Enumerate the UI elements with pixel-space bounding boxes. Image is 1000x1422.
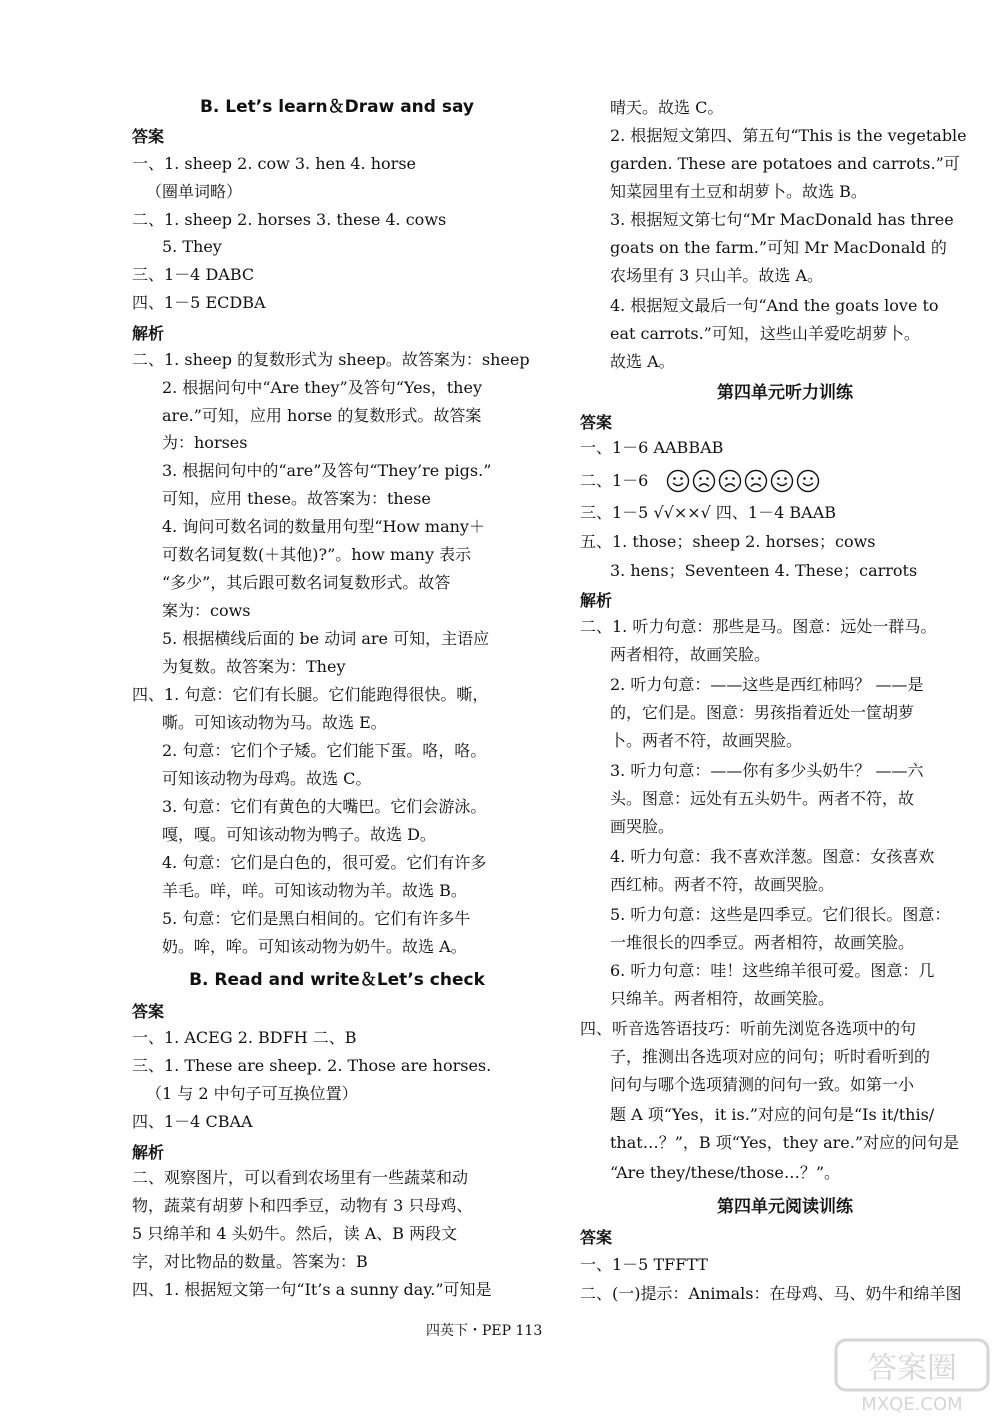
text-line: 字，对比物品的数量。答案为：B (132, 1252, 368, 1271)
text-line: 3. hens；Seventeen 4. These；carrots (610, 561, 918, 580)
text-line: 三、1－4 DABC (132, 265, 255, 284)
text-line: 奶。哞，哞。可知该动物为奶牛。故选 A。 (162, 937, 467, 956)
svg-text:答案圈: 答案圈 (867, 1351, 957, 1386)
text-line: 5. They (162, 237, 222, 256)
text-line: 5. 听力句意：这些是四季豆。它们很长。图意： (610, 905, 951, 924)
text-line: 题 A 项“Yes，it is.”对应的问句是“Is it/this/ (610, 1105, 935, 1124)
text-line: 三、1. These are sheep. 2. Those are horses. (132, 1056, 492, 1075)
smiley-face-icon (770, 469, 794, 493)
sad-face-icon (692, 469, 716, 493)
text-line: 3. 根据短文第七句“Mr MacDonald has three (610, 210, 954, 229)
text-line: 4. 听力句意：我不喜欢洋葱。图意：女孩喜欢 (610, 847, 935, 866)
answer-label: 答案 (580, 1228, 613, 1247)
text-line: 四、听音选答语技巧：听前先浏览各选项中的句 (580, 1019, 917, 1038)
text-line: 2. 根据问句中“Are they”及答句“Yes，they (162, 378, 482, 397)
text-line: 3. 句意：它们有黄色的大嘴巴。它们会游泳。 (162, 797, 487, 816)
section-heading: B. Let’s learn＆Draw and say (199, 97, 475, 117)
text-line: 二、(一)提示：Animals：在母鸡、马、奶牛和绵羊图 (580, 1284, 962, 1303)
text-line: 四、1. 句意：它们有长腿。它们能跑得很快。嘶， (132, 685, 489, 704)
text-line: 嘎，嘎。可知该动物为鸭子。故选 D。 (162, 825, 436, 844)
text-line: 5. 句意：它们是黑白相间的。它们有许多牛 (162, 909, 471, 928)
section-heading: B. Read and write＆Let’s check (189, 970, 485, 990)
smiley-face-icon (796, 469, 820, 493)
text-line: 一、1. sheep 2. cow 3. hen 4. horse (132, 154, 416, 173)
text-line: 问句与哪个选项猜测的问句一致。如第一小 (610, 1075, 915, 1094)
text-line: 的，它们是。图意：男孩指着近处一筐胡萝 (610, 703, 915, 722)
text-line: 案为：cows (162, 601, 251, 620)
text-line: 一、1－5 TFFTT (580, 1255, 708, 1274)
analysis-label: 解析 (580, 591, 613, 610)
text-line: 二、观察图片，可以看到农场里有一些蔬菜和动 (132, 1168, 469, 1187)
text-line: 嘶。可知该动物为马。故选 E。 (162, 713, 387, 732)
text-line: 一、1－6 AABBAB (580, 438, 724, 457)
text-line: garden. These are potatoes and carrots.”可 (610, 154, 960, 173)
text-line: （1 与 2 中句子可互换位置） (146, 1084, 358, 1103)
text-line: 四、1. 根据短文第一句“It’s a sunny day.”可知是 (132, 1280, 492, 1299)
section-heading: 第四单元听力训练 (717, 383, 853, 403)
text-line: 5 只绵羊和 4 头奶牛。然后，读 A、B 两段文 (132, 1224, 458, 1243)
text-line: 二、1. sheep 2. horses 3. these 4. cows (132, 210, 447, 229)
text-line: 四、1－5 ECDBA (132, 293, 266, 312)
answer-label: 答案 (132, 127, 165, 146)
text-line: “Are they/these/those…？”。 (610, 1163, 841, 1182)
text-line: 西红柿。两者不符，故画哭脸。 (610, 875, 835, 894)
text-line: 物，蔬菜有胡萝卜和四季豆，动物有 3 只母鸡、 (132, 1196, 473, 1215)
section-heading: 第四单元阅读训练 (717, 1197, 853, 1217)
text-line: 卜。两者不符，故画哭脸。 (610, 731, 803, 750)
text-line: 2. 句意：它们个子矮。它们能下蛋。咯，咯。 (162, 741, 487, 760)
text-line: 两者相符，故画笑脸。 (610, 645, 771, 664)
text-line: 头。图意：远处有五头奶牛。两者不符，故 (610, 789, 915, 808)
text-line: 农场里有 3 只山羊。故选 A。 (610, 266, 823, 285)
text-line: 晴天。故选 C。 (610, 98, 724, 117)
text-line: eat carrots.”可知，这些山羊爱吃胡萝卜。 (610, 324, 920, 343)
text-line: 2. 听力句意：——这些是西红柿吗？ ——是 (610, 675, 924, 694)
text-line: goats on the farm.”可知 Mr MacDonald 的 (610, 238, 947, 257)
text-line: 3. 根据问句中的“are”及答句“They’re pigs.” (162, 461, 492, 480)
text-line: 可知该动物为母鸡。故选 C。 (162, 769, 372, 788)
text-line: “多少”，其后跟可数名词复数形式。故答 (162, 573, 451, 592)
text-line: 4. 询问可数名词的数量用句型“How many＋ (162, 517, 485, 536)
text-line: 四、1－4 CBAA (132, 1112, 253, 1131)
text-line: 一、1. ACEG 2. BDFH 二、B (132, 1028, 357, 1047)
face-answers (666, 469, 820, 493)
smiley-face-icon (666, 469, 690, 493)
analysis-label: 解析 (132, 324, 165, 343)
text-line: 一堆很长的四季豆。两者相符，故画笑脸。 (610, 933, 915, 952)
text-line: 可数名词复数(＋其他)?”。how many 表示 (162, 545, 472, 564)
text-line: that…？”，B 项“Yes，they are.”对应的问句是 (610, 1133, 960, 1152)
text-line: 子，推测出各选项对应的问句；听时看听到的 (610, 1047, 931, 1066)
text-line: 二、1. sheep 的复数形式为 sheep。故答案为：sheep (132, 350, 530, 369)
text-line: （圈单词略） (146, 182, 243, 201)
text-line: 为：horses (162, 433, 248, 452)
text-line: 知菜园里有土豆和胡萝卜。故选 B。 (610, 182, 867, 201)
text-line: 可知，应用 these。故答案为：these (162, 489, 431, 508)
text-line: 羊毛。咩，咩。可知该动物为羊。故选 B。 (162, 881, 467, 900)
answer-label: 答案 (132, 1002, 165, 1021)
text-line: 二、1－6 (580, 471, 649, 490)
analysis-label: 解析 (132, 1143, 165, 1162)
text-line: 2. 根据短文第四、第五句“This is the vegetable (610, 126, 967, 145)
text-line: 为复数。故答案为：They (162, 657, 346, 676)
page-footer: 四英下・PEP 113 (426, 1323, 543, 1339)
sad-face-icon (744, 469, 768, 493)
text-line: 三、1－5 √√××√ 四、1－4 BAAB (580, 503, 837, 522)
svg-text:MXQE.COM: MXQE.COM (861, 1394, 963, 1415)
sad-face-icon (718, 469, 742, 493)
text-line: 二、1. 听力句意：那些是马。图意：远处一群马。 (580, 617, 937, 636)
text-line: 3. 听力句意：——你有多少头奶牛？ ——六 (610, 761, 924, 780)
text-line: 6. 听力句意：哇！这些绵羊很可爱。图意：几 (610, 961, 935, 980)
text-line: 五、1. those；sheep 2. horses；cows (580, 532, 876, 551)
text-line: 4. 根据短文最后一句“And the goats love to (610, 296, 939, 315)
watermark-logo (832, 1336, 992, 1416)
text-line: 画哭脸。 (610, 817, 675, 836)
text-line: 5. 根据横线后面的 be 动词 are 可知，主语应 (162, 629, 490, 648)
answer-label: 答案 (580, 413, 613, 432)
text-line: 4. 句意：它们是白色的，很可爱。它们有许多 (162, 853, 487, 872)
text-line: 故选 A。 (610, 352, 675, 371)
text-line: are.”可知，应用 horse 的复数形式。故答案 (162, 406, 482, 425)
text-line: 只绵羊。两者相符，故画笑脸。 (610, 989, 835, 1008)
